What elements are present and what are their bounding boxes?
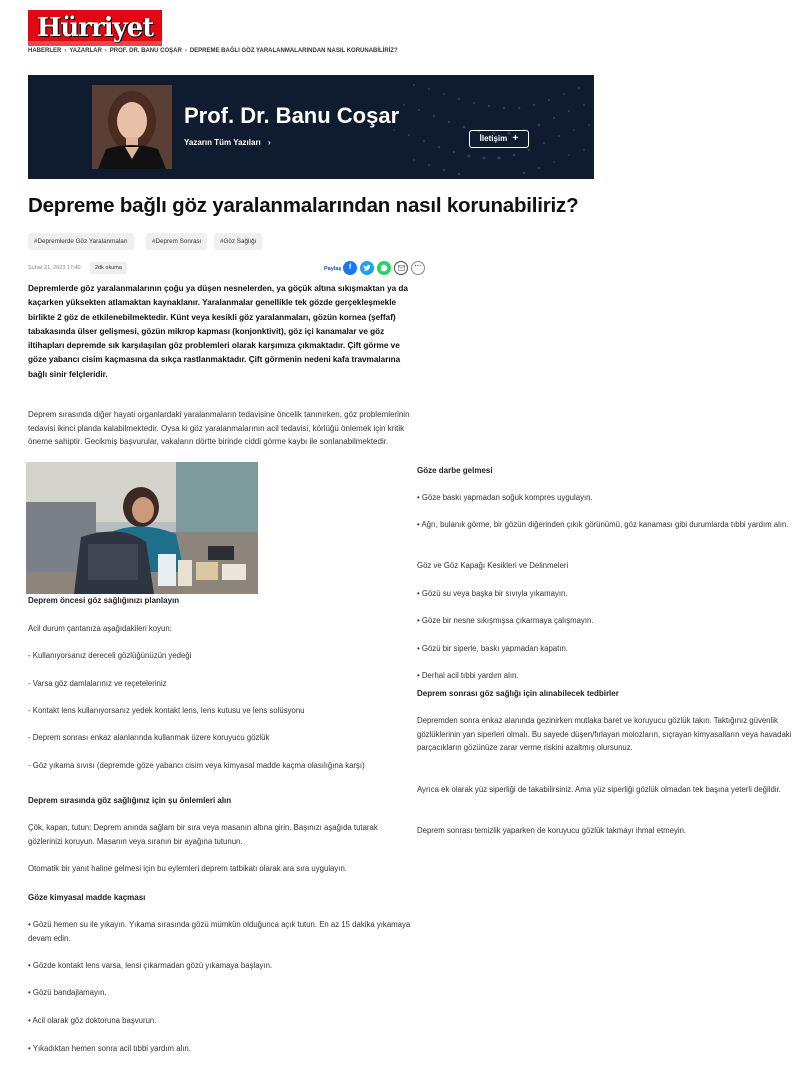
chevron-right-icon: ›	[268, 138, 271, 147]
breadcrumb-item-current: DEPREME BAĞLI GÖZ YARALANMALARINDAN NASIL KORUNABİLİRİZ?	[189, 48, 398, 54]
tag-goz-sagligi[interactable]: #Göz Sağlığı	[214, 233, 262, 250]
list-item: - Kullanıyorsanız dereceli gözlüğünüzün yedeği	[28, 651, 192, 660]
list-item: • Yıkadıktan hemen sonra acil tıbbi yardım alın.	[28, 1044, 191, 1053]
facebook-icon[interactable]: f	[343, 261, 357, 275]
article-photo	[26, 462, 258, 594]
heading-deprem-oncesi: Deprem öncesi göz sağlığınızı planlayın	[28, 596, 180, 605]
breadcrumb-item-author[interactable]: PROF. DR. BANU COŞAR	[109, 48, 182, 54]
more-icon[interactable]: ···	[411, 261, 425, 275]
breadcrumb-item-haberler[interactable]: HABERLER	[28, 48, 62, 54]
article-lead: Depremlerde göz yaralanmalarının çoğu ya düşen nesnelerden, ya göçük altına sıkışmaktan ya da kaçarken yüksekten atlamaktan kaynaklanır. Yaralanmalar genellikle tek gözde gerçekleşmekle birlikte 2 göz de etkilenebilmektedir. Künt veya kesikli göz yaralanmaları, gözün kornea (şeffaf) tabakasında ülser gelişmesi, gözün mikrop kapması (konjonktivit), göz içi kanamalar ve göz iltihapları depremde sık karşılaşılan göz problemleri olarak karşımıza çıkmaktadır. Çift görme ve göze yabancı cisim kaçmasına da sıkça rastlanmaktadır. Çift görmenin nedeni kafa travmalarına bağlı sinir felçleridir.	[28, 284, 408, 379]
list-item: • Göze bir nesne sıkışmışsa çıkarmaya çalışmayın.	[417, 616, 594, 625]
list-item: - Deprem sonrası enkaz alanlarında kullanmak üzere koruyucu gözlük	[28, 733, 270, 742]
list-item: • Ağrı, bulanık görme, bir gözün diğerinden çıkık görünümü, göz kanaması gibi durumlarda tıbbi yardım alın.	[417, 520, 789, 529]
chevron-right-icon: ›	[184, 48, 187, 54]
chevron-right-icon: ›	[104, 48, 107, 54]
whatsapp-icon[interactable]	[377, 261, 391, 275]
author-all-posts-label: Yazarın Tüm Yazıları	[184, 138, 261, 147]
logo-text: Hürriyet	[36, 13, 154, 43]
article-intro: Deprem sırasında diğer hayati organlardaki yaralanmaların tedavisine öncelik tanınırken, göz problemlerinin tedavisi ikinci planda kalabilmektedir. Oysa ki göz yaralanmalarının acil tedavisi, körlüğü önlemek için kritik öneme sahiptir. Gecikmiş başvurular, vakaların dörtte birinde ciddi görme kaybı ile sonlanabilmektedir.	[28, 410, 410, 446]
list-item: • Gözü su veya başka bir sıvıyla yıkamayın.	[417, 589, 568, 598]
paragraph-acil-durum: Acil durum çantanıza aşağıdakileri koyun:	[28, 624, 172, 633]
author-photo	[92, 85, 172, 169]
tag-depremlerde-goz[interactable]: #Depremlerde Göz Yaralanmaları	[28, 233, 134, 250]
list-item: • Gözü hemen su ile yıkayın. Yıkama sırasında gözü mümkün olduğunca açık tutun. En az 15 dakika yıkamaya devam edin.	[28, 920, 411, 943]
heading-deprem-sonrasi: Deprem sonrası göz sağlığı için alınabilecek tedbirler	[417, 689, 619, 698]
paragraph-yuz-siperligi: Ayrıca ek olarak yüz siperliği de takabilirsiniz. Ama yüz siperliği gözlük olmadan tek başına yeterli değildir.	[417, 785, 781, 794]
read-time-badge: 2dk okuma	[90, 262, 127, 274]
mail-icon[interactable]	[394, 261, 408, 275]
hurriyet-logo[interactable]	[28, 10, 162, 46]
chevron-right-icon: ›	[64, 48, 67, 54]
list-item: • Göze baskı yapmadan soğuk kompres uygulayın.	[417, 493, 593, 502]
paragraph-baret-gozluk: Depremden sonra enkaz alanında gezinirken mutlaka baret ve koruyucu gözlük takın. Taktığınız güvenlik gözlüklerinin yan siperleri olmalı. Bu sayede düşen/fırlayan molozların, sıçrayan kimyasalların veya havadaki parçacıkların gözünüze zarar verme riskini azaltmış olursunuz.	[417, 716, 792, 753]
logo-strip	[28, 41, 162, 46]
plus-icon: +	[512, 133, 519, 144]
contact-label: İletişim	[479, 134, 508, 143]
author-all-posts-link[interactable]	[184, 138, 271, 147]
heading-goze-darbe: Göze darbe gelmesi	[417, 466, 493, 475]
contact-button[interactable]	[469, 130, 529, 148]
list-item: • Gözde kontakt lens varsa, lensi çıkarmadan gözü yıkamaya başlayın.	[28, 961, 273, 970]
list-item: • Gözü bandajlamayın.	[28, 988, 107, 997]
tag-deprem-sonrasi[interactable]: #Deprem Sonrası	[146, 233, 207, 250]
share-label: Paylaş	[324, 266, 342, 272]
paragraph-temizlik: Deprem sonrası temizlik yaparken de koruyucu gözlük takmayı ihmal etmeyin.	[417, 826, 687, 835]
author-name[interactable]: Prof. Dr. Banu Coşar	[184, 103, 400, 128]
subheading-kesikler: Göz ve Göz Kapağı Kesikleri ve Delinmeleri	[417, 561, 569, 570]
paragraph-cok-kapan-tutun: Çök, kapan, tutun: Deprem anında sağlam bir sıra veya masanın altına girin. Başınızı aşağıda tutarak gözlerinizi koruyun. Masanın veya sıranın bir ayağına tutunun.	[28, 823, 378, 846]
list-item: • Gözü bir siperle, baskı yapmadan kapatın.	[417, 644, 568, 653]
emergency-bag-photo	[26, 462, 258, 594]
list-item: • Derhal acil tıbbi yardım alın.	[417, 671, 519, 680]
breadcrumb	[28, 48, 398, 54]
paragraph-tatbikat: Otomatik bir yanıt haline gelmesi için bu eylemleri deprem tatbikatı olarak ara sıra uygulayın.	[28, 864, 347, 873]
article-title: Depreme bağlı göz yaralanmalarından nasıl korunabiliriz?	[28, 194, 579, 217]
heading-kimyasal-madde: Göze kimyasal madde kaçması	[28, 893, 146, 902]
publish-date: Şubat 21, 2023 17:40	[28, 265, 81, 271]
breadcrumb-item-yazarlar[interactable]: YAZARLAR	[69, 48, 102, 54]
author-banner	[28, 75, 594, 179]
list-item: - Göz yıkama sıvısı (depremde göze yabancı cisim veya kimyasal madde kaçma olasılığına karşı)	[28, 761, 365, 770]
list-item: - Kontakt lens kullanıyorsanız yedek kontakt lens, lens kutusu ve lens solüsyonu	[28, 706, 305, 715]
list-item: - Varsa göz damlalarınız ve reçeteleriniz	[28, 679, 167, 688]
twitter-icon[interactable]	[360, 261, 374, 275]
list-item: • Acil olarak göz doktoruna başvurun.	[28, 1016, 157, 1025]
author-avatar[interactable]	[92, 85, 172, 169]
heading-deprem-sirasinda: Deprem sırasında göz sağlığınız için şu önlemleri alın	[28, 796, 232, 805]
